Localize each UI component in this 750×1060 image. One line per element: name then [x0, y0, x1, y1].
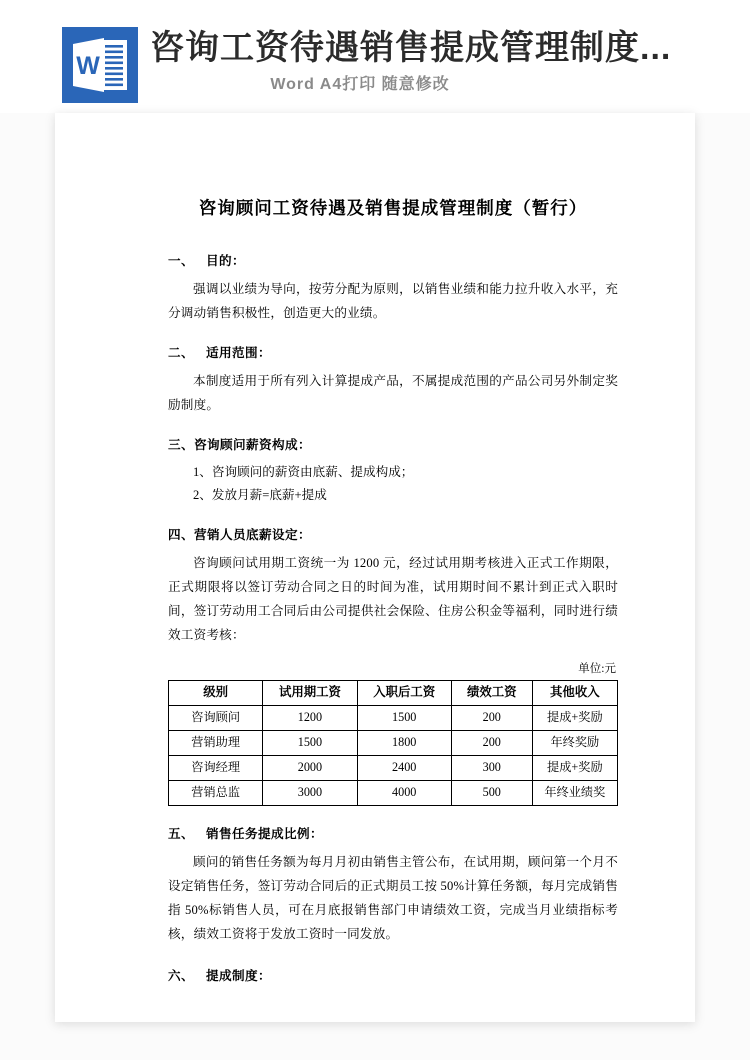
table-cell: 2000 [263, 756, 357, 781]
table-cell: 年终业绩奖 [532, 781, 617, 806]
section-number-6: 六、 [168, 969, 194, 983]
section-body-4: 咨询顾问试用期工资统一为 1200 元，经过试用期考核进入正式工作期限，正式期限将以签订劳动合同之日的时间为准，试用期时间不累计到正式入职时间，签订劳动用工合同后由公司提供社会保险、住房公积金等福利，同时进行绩效工资考核： [168, 556, 618, 642]
table-cell: 300 [451, 756, 532, 781]
table-cell: 500 [451, 781, 532, 806]
table-header-row [169, 681, 618, 706]
section-heading-3 [168, 435, 618, 455]
salary-table [168, 680, 618, 806]
table-cell: 提成+奖励 [532, 756, 617, 781]
word-document-icon [62, 27, 138, 103]
column-header: 其他收入 [532, 681, 617, 706]
section-title-6: 提成制度： [206, 969, 271, 983]
table-cell: 咨询顾问 [169, 706, 263, 731]
document-title: 咨询顾问工资待遇及销售提成管理制度（暂行） [198, 198, 588, 218]
table-unit-label: 单位:元 [578, 663, 616, 675]
table-cell: 2400 [357, 756, 451, 781]
svg-text:W: W [76, 52, 100, 80]
table-cell: 3000 [263, 781, 357, 806]
section-number-4: 四、 [168, 528, 194, 542]
section-body-1: 强调以业绩为导向，按劳分配为原则，以销售业绩和能力拉升收入水平，充分调动销售积极性，创造更大的业绩。 [168, 282, 618, 320]
section-number-1: 一、 [168, 254, 194, 268]
section-title-2: 适用范围： [206, 346, 271, 360]
column-header: 入职后工资 [357, 681, 451, 706]
table-row [169, 731, 618, 756]
table-cell: 营销助理 [169, 731, 263, 756]
column-header: 级别 [169, 681, 263, 706]
section-title-1: 目的： [206, 254, 245, 268]
section-number-2: 二、 [168, 346, 194, 360]
table-cell: 200 [451, 706, 532, 731]
section-title-4: 营销人员底薪设定： [194, 528, 311, 542]
document-page [55, 113, 695, 1022]
list-item: 2、发放月薪=底薪+提成 [193, 488, 327, 502]
header-subtitle: Word A4打印 随意修改 [270, 76, 450, 93]
table-cell: 年终奖励 [532, 731, 617, 756]
section-heading-2 [168, 343, 618, 363]
section-heading-5 [168, 824, 618, 844]
table-cell: 营销总监 [169, 781, 263, 806]
table-cell: 1500 [263, 731, 357, 756]
table-row [169, 781, 618, 806]
table-cell: 1800 [357, 731, 451, 756]
table-cell: 1500 [357, 706, 451, 731]
section-number-5: 五、 [168, 827, 194, 841]
section-heading-1 [168, 251, 618, 271]
table-row [169, 706, 618, 731]
section-heading-4 [168, 525, 618, 545]
section-3-items [168, 461, 618, 507]
section-body-5: 顾问的销售任务额为每月月初由销售主管公布，在试用期，顾问第一个月不设定销售任务，签订劳动合同后的正式期员工按 50%计算任务额，每月完成销售指 50%标销售人员，可在月底报销售部门申请绩效工资，完成当月业绩指标考核，绩效工资将于发放工资时一同发放。 [168, 855, 618, 941]
section-heading-6 [168, 966, 618, 986]
table-row [169, 756, 618, 781]
table-cell: 200 [451, 731, 532, 756]
table-cell: 1200 [263, 706, 357, 731]
section-title-5: 销售任务提成比例： [206, 827, 323, 841]
table-cell: 提成+奖励 [532, 706, 617, 731]
list-item: 1、咨询顾问的薪资由底薪、提成构成； [193, 465, 414, 479]
table-cell: 4000 [357, 781, 451, 806]
document-body [168, 195, 618, 992]
column-header: 绩效工资 [451, 681, 532, 706]
page-header [0, 0, 750, 113]
section-title-3: 咨询顾问薪资构成： [194, 438, 311, 452]
section-number-3: 三、 [168, 438, 194, 452]
column-header: 试用期工资 [263, 681, 357, 706]
table-cell: 咨询经理 [169, 756, 263, 781]
header-title: 咨询工资待遇销售提成管理制度... [150, 29, 672, 67]
section-body-2: 本制度适用于所有列入计算提成产品，不属提成范围的产品公司另外制定奖励制度。 [168, 374, 618, 412]
